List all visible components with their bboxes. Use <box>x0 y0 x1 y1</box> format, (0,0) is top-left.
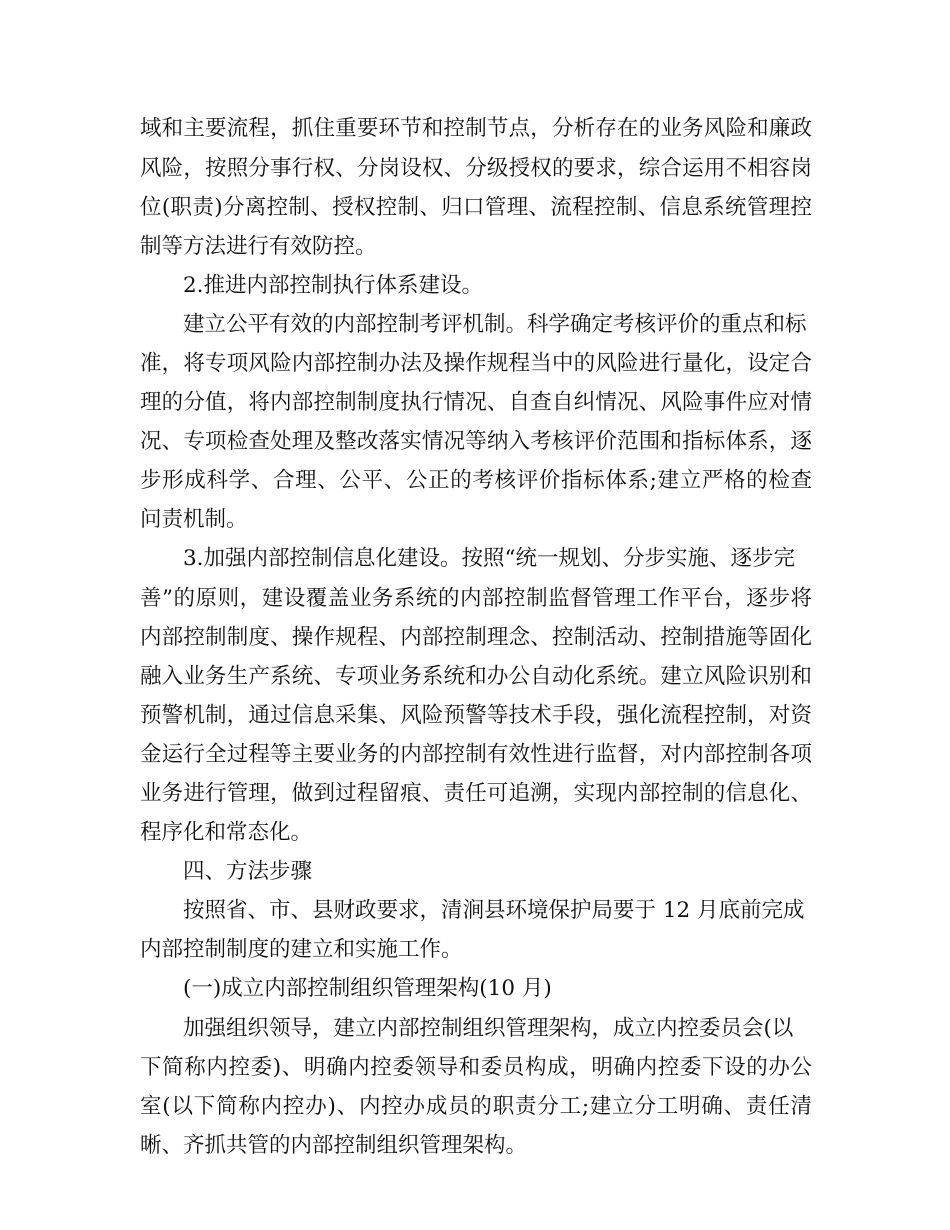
paragraph-line: 位(职责)分离控制、授权控制、归口管理、流程控制、信息系统管理控 <box>140 195 812 220</box>
paragraph-line: 晰、齐抓共管的内部控制组织管理架构。 <box>140 1133 528 1158</box>
paragraph-line: 程序化和常态化。 <box>140 820 313 845</box>
section-heading: 四、方法步骤 <box>183 859 313 884</box>
paragraph-line: 内部控制制度的建立和实施工作。 <box>140 937 463 962</box>
paragraph-line: 内部控制制度、操作规程、内部控制理念、控制活动、控制措施等固化 <box>140 625 812 650</box>
paragraph-line: 建立公平有效的内部控制考评机制。科学确定考核评价的重点和标 <box>183 312 807 337</box>
paragraph-line: 域和主要流程，抓住重要环节和控制节点，分析存在的业务风险和廉政 <box>140 116 812 141</box>
paragraph-line: 加强组织领导，建立内部控制组织管理架构，成立内控委员会(以 <box>183 1016 794 1041</box>
paragraph-line: 步形成科学、合理、公平、公正的考核评价指标体系;建立严格的检查 <box>140 468 812 493</box>
paragraph-line: 问责机制。 <box>140 507 248 532</box>
paragraph-line: 金运行全过程等主要业务的内部控制有效性进行监督，对内部控制各项 <box>140 742 812 767</box>
paragraph-line: 3.加强内部控制信息化建设。按照“统一规划、分步实施、逐步完 <box>183 546 796 571</box>
paragraph-line: 下简称内控委)、明确内控委领导和委员构成，明确内控委下设的办公 <box>140 1055 812 1080</box>
paragraph-line: 准，将专项风险内部控制办法及操作规程当中的风险进行量化，设定合 <box>140 351 812 376</box>
section-heading: 2.推进内部控制执行体系建设。 <box>183 273 484 298</box>
paragraph-line: 善”的原则，建设覆盖业务系统的内部控制监督管理工作平台，逐步将 <box>140 586 812 611</box>
paragraph-line: 业务进行管理，做到过程留痕、责任可追溯，实现内部控制的信息化、 <box>140 781 812 806</box>
paragraph-line: 融入业务生产系统、专项业务系统和办公自动化系统。建立风险识别和 <box>140 664 812 689</box>
paragraph-line: 制等方法进行有效防控。 <box>140 234 377 259</box>
paragraph-line: 室(以下简称内控办)、内控办成员的职责分工;建立分工明确、责任清 <box>140 1094 812 1119</box>
paragraph-line: 风险，按照分事行权、分岗设权、分级授权的要求，综合运用不相容岗 <box>140 156 812 181</box>
paragraph-line: 按照省、市、县财政要求，清涧县环境保护局要于 12 月底前完成 <box>183 898 805 923</box>
paragraph-line: 况、专项检查处理及整改落实情况等纳入考核评价范围和指标体系，逐 <box>140 429 812 454</box>
subsection-heading: (一)成立内部控制组织管理架构(10 月) <box>183 976 552 1001</box>
paragraph-line: 预警机制，通过信息采集、风险预警等技术手段，强化流程控制，对资 <box>140 703 812 728</box>
paragraph-line: 理的分值，将内部控制制度执行情况、自查自纠情况、风险事件应对情 <box>140 390 812 415</box>
